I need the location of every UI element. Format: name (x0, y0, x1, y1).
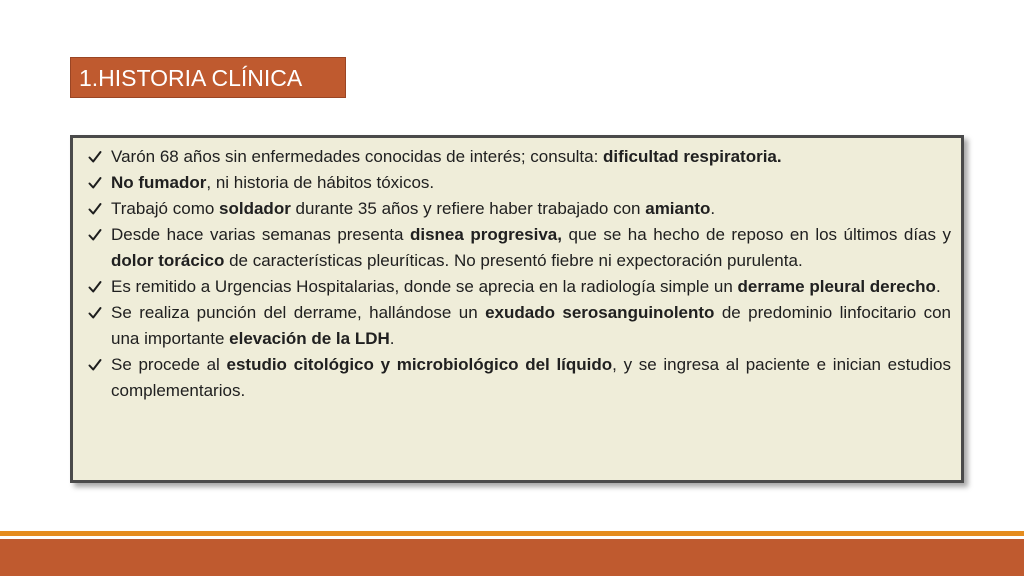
bullet-item (83, 196, 951, 222)
bullet-text: . (710, 199, 716, 218)
checkmark-icon (85, 274, 105, 300)
bullet-text: Trabajó como (111, 199, 220, 218)
bullet-text: , y se ingresa al paciente e inician estudios complementarios. (111, 355, 951, 400)
bullet-bold-text: derrame pleural derecho (737, 277, 936, 296)
bullet-text: Es remitido a Urgencias Hospitalarias, donde se aprecia en la radiología simple un (111, 277, 738, 296)
bullet-bold-text: exudado serosanguinolento (485, 303, 715, 322)
bullet-text: , ni historia de hábitos tóxicos. (206, 173, 435, 192)
bullet-bold-text: disnea progresiva, (409, 225, 562, 244)
bullet-item (83, 274, 951, 300)
bullet-text: Se procede al (111, 355, 227, 374)
slide-title (70, 57, 346, 98)
checkmark-icon (85, 352, 105, 378)
slide-title-text: 1.HISTORIA CLÍNICA (79, 65, 303, 91)
bullet-bold-text: estudio citológico y microbiológico del líquido (226, 355, 613, 374)
bullet-text: de características pleuríticas. No presentó fiebre ni expectoración purulenta. (224, 251, 803, 270)
bullet-bold-text: No fumador (111, 173, 207, 192)
bullet-text: . (935, 277, 941, 296)
bullet-text: durante 35 años y refiere haber trabajado con (290, 199, 646, 218)
bullet-bold-text: elevación de la LDH (229, 329, 390, 348)
checkmark-icon (85, 222, 105, 248)
checkmark-icon (85, 170, 105, 196)
bullet-text: Varón 68 años sin enfermedades conocidas de interés; consulta: (111, 147, 604, 166)
bullet-bold-text: soldador (219, 199, 291, 218)
checkmark-icon (85, 196, 105, 222)
checkmark-icon (85, 300, 105, 326)
clinical-history-box (70, 135, 964, 483)
bullet-item (83, 352, 951, 404)
bullet-text: que se ha hecho de reposo en los últimos días y (562, 225, 952, 244)
bullet-bold-text: dificultad respiratoria. (603, 147, 782, 166)
bullet-item (83, 144, 951, 170)
footer-bar (0, 539, 1024, 576)
bullet-text: Se realiza punción del derrame, hallándose un (111, 303, 486, 322)
checkmark-icon (85, 144, 105, 170)
bullet-item (83, 300, 951, 352)
bullet-list (83, 144, 951, 404)
bullet-item (83, 170, 951, 196)
bullet-bold-text: dolor torácico (111, 251, 225, 270)
bullet-text: . (389, 329, 395, 348)
footer-accent-line (0, 531, 1024, 536)
bullet-bold-text: amianto (645, 199, 711, 218)
bullet-text: Desde hace varias semanas presenta (111, 225, 410, 244)
bullet-item (83, 222, 951, 274)
bullet-text: de predominio linfocitario con una importante (111, 303, 951, 348)
